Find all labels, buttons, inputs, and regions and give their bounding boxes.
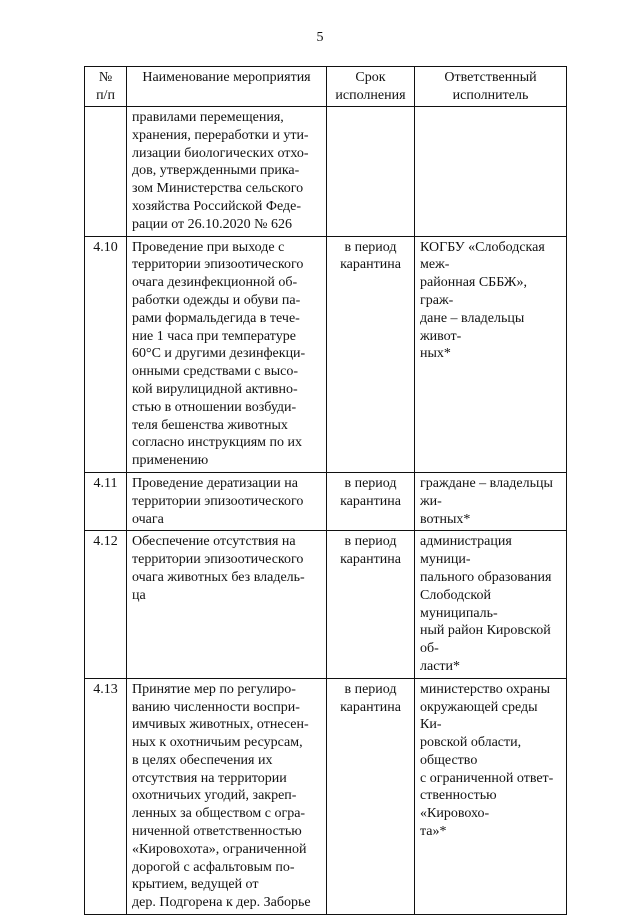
measure-responsible: администрация муници- пального образования Слободской муниципаль- ный район Кировской об- ласти* <box>415 531 567 678</box>
measure-name: Проведение при выходе с территории эпизоотического очага дезинфекционной об- работки одежды и обуви па- рами формальдегида в тече- ние 1 часа при температуре 60°С и другими дезинфекци- онными средствами с высо- кой вирулицидной активно- стью в отношении возбуди- теля бешенства животных согласно инструкциям по их применению <box>127 236 327 472</box>
row-number <box>85 107 127 237</box>
page-number: 5 <box>316 30 324 45</box>
measure-name: правилами перемещения, хранения, переработки и ути- лизации биологических отхо- дов, утвержденными прика- зом Министерства сельского хозяйства Российской Феде- рации от 26.10.2020 № 626 <box>127 107 327 237</box>
measure-name: Проведение дератизации на территории эпизоотического очага <box>127 472 327 530</box>
measure-name: Обеспечение отсутствия на территории эпизоотического очага животных без владель- ца <box>127 531 327 678</box>
measure-term: в период карантина <box>327 236 415 472</box>
table-header-row <box>85 67 567 107</box>
row-number: 4.11 <box>85 472 127 530</box>
measure-responsible: министерство охраны окружающей среды Ки- ровской области, общество с ограниченной ответ- ственностью «Кировохо- та»* <box>415 678 567 914</box>
measure-term <box>327 107 415 237</box>
table-row <box>85 531 567 678</box>
row-number: 4.13 <box>85 678 127 914</box>
header-name: Наименование мероприятия <box>127 67 327 107</box>
header-num: № п/п <box>85 67 127 107</box>
measure-responsible: граждане – владельцы жи- вотных* <box>415 472 567 530</box>
header-term: Срок исполнения <box>327 67 415 107</box>
row-number: 4.12 <box>85 531 127 678</box>
table-row <box>85 678 567 914</box>
row-number: 4.10 <box>85 236 127 472</box>
measure-name: Принятие мер по регулиро- ванию численности воспри- имчивых животных, отнесен- ных к охотничьим ресурсам, в целях обеспечения их отсутствия на территории охотничьих угодий, закреп- ленных за обществом с огра- ниченной ответственностью «Кировохота», ограниченной дорогой с асфальтовым по- крытием, ведущей от дер. Подгорена к дер. Заборье <box>127 678 327 914</box>
measure-term: в период карантина <box>327 531 415 678</box>
table-row <box>85 107 567 237</box>
table-row <box>85 472 567 530</box>
table-row <box>85 236 567 472</box>
measure-responsible <box>415 107 567 237</box>
measure-term: в период карантина <box>327 678 415 914</box>
measures-table <box>84 66 567 915</box>
header-responsible: Ответственный исполнитель <box>415 67 567 107</box>
measure-responsible: КОГБУ «Слободская меж- районная СББЖ», граж- дане – владельцы живот- ных* <box>415 236 567 472</box>
measure-term: в период карантина <box>327 472 415 530</box>
